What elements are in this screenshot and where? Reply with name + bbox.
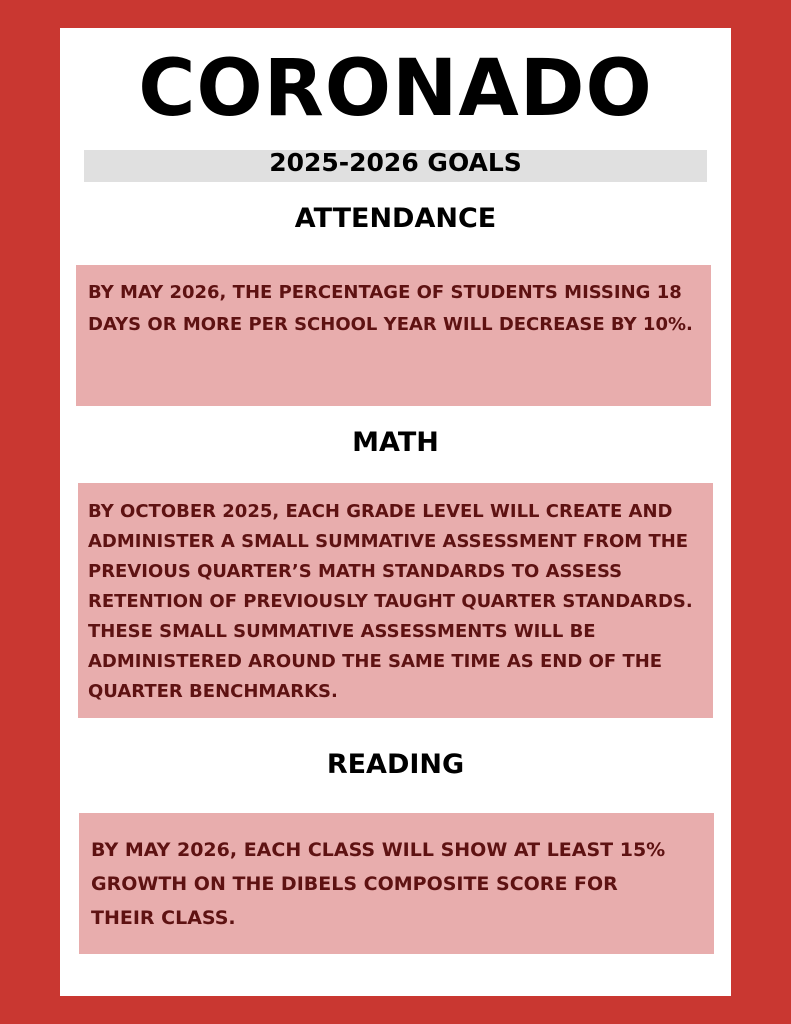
reading-goal-box: [79, 813, 714, 954]
school-name: CORONADO: [138, 44, 653, 134]
math-goal-box: [78, 483, 713, 718]
attendance-goal-box: [76, 265, 711, 406]
math-heading: MATH: [352, 427, 439, 458]
reading-heading: READING: [326, 749, 465, 780]
attendance-heading: ATTENDANCE: [294, 203, 497, 234]
reading-goal-text: BY MAY 2026, EACH CLASS WILL SHOW AT LEAST 15% GROWTH ON THE DIBELS COMPOSITE SCORE FOR THEIR CLASS.: [91, 839, 666, 929]
goals-subtitle: 2025-2026 GOALS: [269, 148, 522, 177]
math-goal-text: BY OCTOBER 2025, EACH GRADE LEVEL WILL CREATE AND ADMINISTER A SMALL SUMMATIVE ASSESSMENT FROM THE PREVIOUS QUARTER’S MATH STANDARDS TO ASSESS RETENTION OF PREVIOUSLY TAUGHT QUARTER STANDARDS. THESE SMALL SUMMATIVE ASSESSMENTS WILL BE ADMINISTERED AROUND THE SAME TIME AS END OF THE QUARTER BENCHMARKS.: [88, 501, 693, 702]
attendance-goal-text: BY MAY 2026, THE PERCENTAGE OF STUDENTS MISSING 18 DAYS OR MORE PER SCHOOL YEAR WILL DECREASE BY 10%.: [88, 282, 693, 335]
